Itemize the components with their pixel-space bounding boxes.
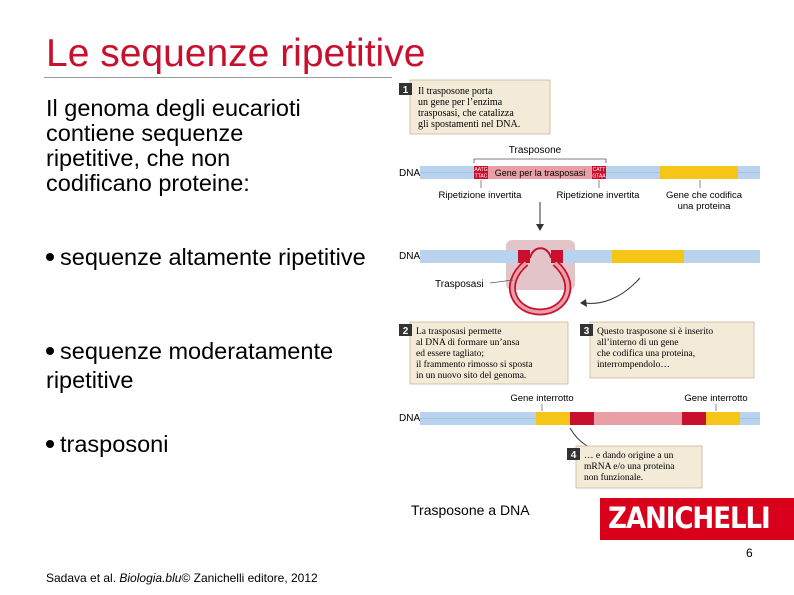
svg-text:ed essere tagliato;: ed essere tagliato;	[416, 349, 485, 359]
transposon-bracket	[474, 159, 606, 163]
footer-publisher: © Zanichelli editore, 2012	[181, 571, 318, 585]
footer-book: Biologia.blu	[119, 571, 182, 585]
slide-title: Le sequenze ripetitive	[46, 32, 426, 75]
bullet-moderately-repetitive	[46, 337, 386, 395]
svg-text:TTAC: TTAC	[474, 173, 488, 180]
bullet-transposons	[46, 430, 168, 459]
logo-text: ZANICHELLI	[608, 501, 770, 535]
protein-gene	[660, 166, 738, 179]
protein-gene-label: Gene che codifica	[665, 190, 743, 201]
interrupted-gene-label: Gene interrotto	[510, 393, 574, 404]
interrupted-gene-label: Gene interrotto	[684, 393, 748, 404]
inverted-repeat-label: Ripetizione invertita	[438, 190, 522, 201]
intro-text: Il genoma degli eucarioti contiene sequenze ripetitive, che non codificano proteine:	[46, 95, 301, 196]
step1-line: gli spostamenti nel DNA.	[418, 119, 521, 130]
transposase-label: Trasposasi	[435, 279, 484, 290]
svg-text:il frammento rimosso si sposta: il frammento rimosso si sposta	[416, 360, 533, 370]
svg-text:in un nuovo sito del genoma.: in un nuovo sito del genoma.	[416, 371, 527, 381]
svg-text:CATT: CATT	[592, 167, 606, 173]
step3-number: 3	[583, 326, 590, 337]
page-number: 6	[746, 546, 753, 560]
svg-text:che codifica una proteina,: che codifica una proteina,	[597, 349, 696, 359]
step1-line: Il trasposone porta	[418, 86, 493, 97]
inserted-repeat-left	[570, 412, 594, 425]
protein-gene-label: una proteina	[677, 201, 731, 212]
step1-line: un gene per l’enzima	[418, 97, 503, 108]
svg-text:La trasposasi permette: La trasposasi permette	[416, 327, 502, 337]
svg-text:Gene per la trasposasi: Gene per la trasposasi	[494, 168, 586, 178]
step2-number: 2	[402, 326, 409, 337]
svg-text:Questo trasposone si è inserit: Questo trasposone si è inserito	[597, 327, 714, 337]
footer-authors: Sadava et al.	[46, 571, 120, 585]
dna-label-2: DNA	[399, 251, 421, 262]
zanichelli-logo	[600, 498, 794, 540]
svg-text:al DNA di formare un’ansa: al DNA di formare un’ansa	[416, 338, 520, 348]
footer-credit	[46, 571, 318, 585]
svg-text:non funzionale.: non funzionale.	[584, 473, 644, 483]
svg-text:AATG: AATG	[474, 167, 488, 173]
bullet-dot	[46, 440, 54, 448]
inverted-repeat-label: Ripetizione invertita	[556, 190, 640, 201]
bullet-dot	[46, 347, 54, 355]
interrupted-gene-left	[536, 412, 570, 425]
svg-text:interrompendolo…: interrompendolo…	[597, 360, 670, 370]
bullet-text: sequenze altamente ripetitive	[60, 244, 366, 270]
bullet-highly-repetitive	[46, 243, 366, 272]
step4-number: 4	[570, 450, 577, 461]
svg-text:mRNA e/o una proteina: mRNA e/o una proteina	[584, 462, 675, 472]
bullet-dot	[46, 253, 54, 261]
svg-text:all’interno di un gene: all’interno di un gene	[597, 338, 679, 348]
svg-text:… e dando origine a un: … e dando origine a un	[584, 451, 674, 461]
dna-label-1: DNA	[399, 168, 421, 179]
protein-gene-2	[612, 250, 684, 263]
bullet-text: trasposoni	[60, 431, 169, 457]
title-underline	[44, 77, 392, 78]
interrupted-gene-right	[706, 412, 740, 425]
transposon-figure	[395, 78, 760, 493]
transposon-label: Trasposone	[508, 145, 562, 156]
step1-number: 1	[402, 85, 409, 96]
figure-caption: Trasposone a DNA	[411, 502, 530, 518]
dna-label-3: DNA	[399, 413, 421, 424]
dna-strand-2-left	[420, 250, 530, 263]
svg-text:GTAA: GTAA	[592, 173, 606, 180]
bullet-text: sequenze moderatamente ripetitive	[46, 338, 334, 393]
inserted-repeat-right	[682, 412, 706, 425]
step1-line: trasposasi, che catalizza	[418, 108, 514, 119]
inserted-transposon	[594, 412, 682, 425]
